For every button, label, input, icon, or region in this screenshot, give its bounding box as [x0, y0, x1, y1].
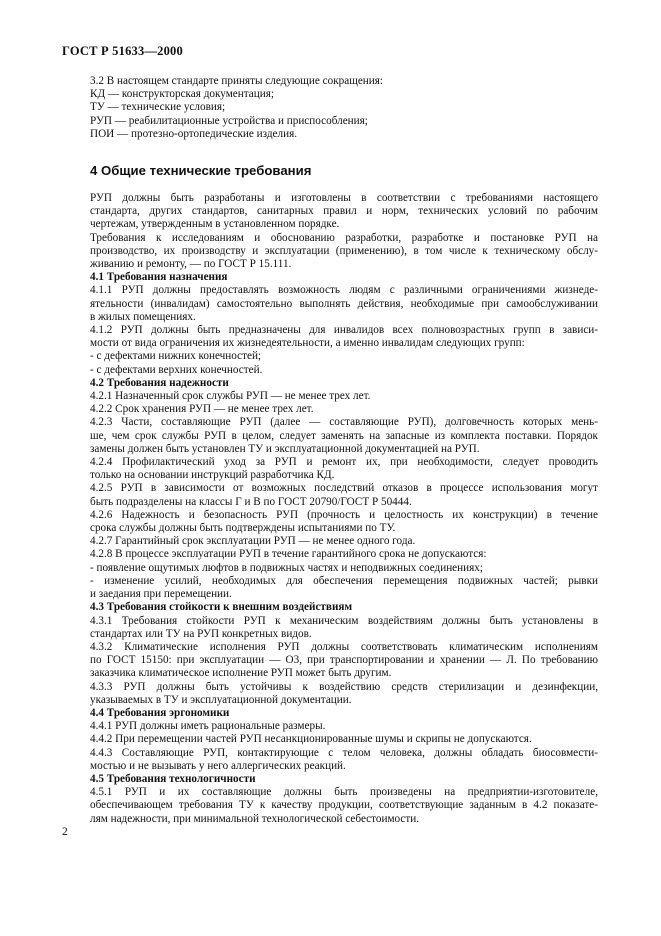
subsection-heading: 4.4 Требования эргономики — [90, 706, 230, 719]
abbreviations-intro: 3.2 В настоящем стандарте приняты следующие сокращения: — [90, 75, 384, 87]
body-line: 4.2.8 В процессе эксплуатации РУП в течение гарантийного срока не допускаются: — [90, 548, 487, 561]
abbreviations-block — [90, 75, 610, 141]
abbreviation-item: ПОИ — протезно-ортопедические изделия. — [90, 127, 298, 140]
body-line: 4.2.7 Гарантийный срок эксплуатации РУП — не менее одного года. — [90, 535, 416, 548]
body-line: мостью и не вызывать у него аллергических реакций. — [90, 759, 346, 772]
body-line: ятельности (инвалидам) самостоятельно выполнять действия, необходимые при самообслуживании — [90, 297, 598, 310]
body-line: - изменение усилий, необходимых для обеспечения перемещения подвижных частей; рывки — [90, 574, 598, 587]
body-line: - появление ощутимых люфтов в подвижных частях и неподвижных соединениях; — [90, 561, 483, 574]
body-line: живанию и ремонту, — по ГОСТ Р 15.111. — [90, 258, 292, 271]
body-line: 4.1.1 РУП должны предоставлять возможность людям с различными ограничениями жизнеде- — [90, 284, 598, 297]
body-line: только на основании инструкций разработчика КД. — [90, 469, 335, 482]
body-line: 4.3.1 Требования стойкости РУП к механическим воздействиям должны быть установлены в — [90, 614, 598, 627]
body-line: и заедания при перемещении. — [90, 588, 232, 601]
body-line: РУП должны быть разработаны и изготовлены в соответствии с требованиями настоящего — [90, 192, 598, 204]
abbreviation-item: КД — конструкторская документация; — [90, 88, 274, 101]
body-line: производство, их производству и эксплуатации (применению), в том числе к техническому обслу- — [90, 244, 598, 257]
body-line: 4.3.2 Климатические исполнения РУП должны соответствовать климатическим исполнениям — [90, 640, 598, 653]
body-line: стандартах или ТУ на РУП конкретных видов. — [90, 627, 312, 640]
body-line: в жилых помещениях. — [90, 310, 196, 323]
document-header: ГОСТ Р 51633—2000 — [62, 44, 183, 58]
body-line: стандарта, других стандартов, санитарных правил и норм, технических условий по рабочим — [90, 205, 598, 218]
body-line: 4.2.1 Назначенный срок службы РУП — не менее трех лет. — [90, 390, 371, 403]
body-line: 4.2.3 Части, составляющие РУП (далее — составляющие РУП), долговечность которых мень- — [90, 416, 598, 429]
body-line: 4.2.6 Надежность и безопасность РУП (прочность и целостность их конструкции) в течение — [90, 508, 598, 521]
body-line: по ГОСТ 15150: при эксплуатации — О3, при транспортировании и хранении — Л. По требованию — [90, 654, 598, 667]
body-line: - с дефектами нижних конечностей; — [90, 350, 262, 363]
body-line: 4.3.3 РУП должны быть устойчивы к воздействию средств стерилизации и дезинфекции, — [90, 680, 598, 693]
body-line: 4.5.1 РУП и их составляющие должны быть произведены на предприятии-изготовителе, — [90, 786, 598, 799]
page-number: 2 — [62, 826, 68, 838]
body-line: 4.2.4 Профилактический уход за РУП и ремонт их, при необходимости, следует проводить — [90, 456, 598, 469]
body-line: замены должен быть установлен ТУ и эксплуатационной документацией на РУП. — [90, 442, 480, 455]
section-title: 4 Общие технические требования — [90, 163, 312, 178]
body-line: 4.4.1 РУП должны иметь рациональные размеры. — [90, 720, 326, 733]
body-line: обеспечивающем требования ТУ к качеству продукции, соответствующие заданным в 4.2 показате- — [90, 799, 598, 812]
section-body — [90, 192, 598, 826]
abbreviation-item: ТУ — технические условия; — [90, 101, 226, 114]
body-line: 4.4.2 При перемещении частей РУП несанкционированные шумы и скрипы не допускаются. — [90, 733, 532, 746]
subsection-heading: 4.1 Требования назначения — [90, 271, 228, 284]
body-line: срока службы должны быть подтверждены испытаниями по ТУ. — [90, 522, 396, 535]
body-line: мости от вида ограничения их жизнедеятельности, а именно инвалидам следующих групп: — [90, 337, 525, 350]
body-line: чертежам, утвержденным в установленном порядке. — [90, 218, 340, 231]
body-line: заказчика климатическое исполнение РУП может быть другим. — [90, 667, 392, 680]
body-line: лям надежности, при минимальной технологической себестоимости. — [90, 812, 420, 825]
body-line: 4.2.5 РУП в зависимости от возможных последствий отказов в процессе использования могут — [90, 482, 598, 495]
body-line: быть подразделены на классы Г и В по ГОСТ 20790/ГОСТ Р 50444. — [90, 495, 412, 508]
body-line: ше, чем срок службы РУП в целом, следует заменять на запасные из комплекта поставки. Порядок — [90, 429, 598, 442]
body-line: Требования к исследованиям и обоснованию разработки, разработке и постановке РУП на — [90, 231, 598, 244]
body-line: - с дефектами верхних конечностей. — [90, 363, 263, 376]
subsection-heading: 4.3 Требования стойкости к внешним воздействиям — [90, 601, 353, 614]
abbreviation-item: РУП — реабилитационные устройства и приспособления; — [90, 114, 368, 127]
body-line: 4.2.2 Срок хранения РУП — не менее трех лет. — [90, 403, 314, 416]
body-line: указываемых в ТУ и эксплуатационной документации. — [90, 693, 352, 706]
subsection-heading: 4.2 Требования надежности — [90, 376, 229, 389]
subsection-heading: 4.5 Требования технологичности — [90, 772, 256, 785]
body-line: 4.4.3 Составляющие РУП, контактирующие с телом человека, должны обладать биосовмести- — [90, 746, 598, 759]
body-line: 4.1.2 РУП должны быть предназначены для инвалидов всех полновозрастных групп в зависи- — [90, 324, 598, 337]
